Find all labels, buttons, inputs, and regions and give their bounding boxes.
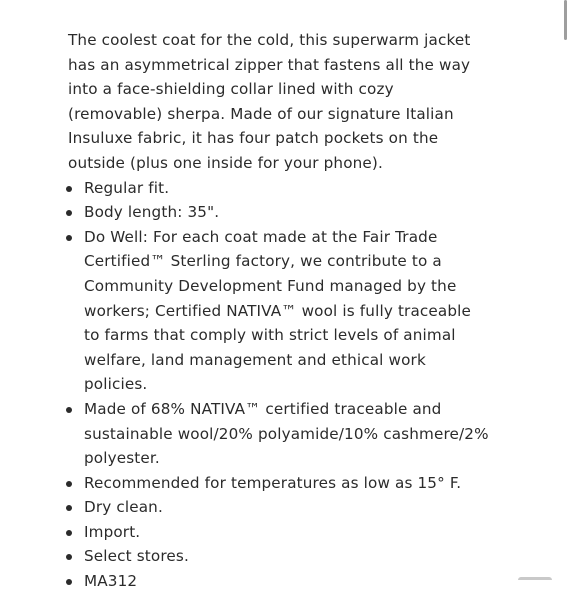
bullet-icon: [66, 530, 72, 536]
bullet-icon: [66, 407, 72, 413]
bullet-icon: [66, 235, 72, 241]
detail-text: Community Development Fund managed by the: [84, 276, 457, 295]
detail-item-origin: [68, 520, 548, 545]
detail-text: Regular fit.: [84, 178, 170, 197]
bullet-icon: [66, 186, 72, 192]
detail-text: Body length: 35".: [84, 203, 220, 222]
detail-text: sustainable wool/20% polyamide/10% cashmere/2%: [84, 424, 489, 443]
detail-text: MA312: [84, 572, 138, 591]
description-line: outside (plus one inside for your phone).: [68, 153, 383, 172]
detail-text: to farms that comply with strict levels of animal: [84, 326, 456, 345]
detail-item-materials: [68, 397, 548, 471]
bullet-icon: [66, 210, 72, 216]
detail-item-temperature: [68, 471, 548, 496]
detail-text: polyester.: [84, 449, 160, 468]
description-line: into a face-shielding collar lined with cozy: [68, 80, 394, 99]
description-paragraph: [68, 28, 548, 176]
detail-text: Recommended for temperatures as low as 15° F.: [84, 473, 462, 492]
detail-text: policies.: [84, 375, 148, 394]
detail-item-body-length: [68, 200, 548, 225]
detail-item-fit: [68, 176, 548, 201]
detail-item-style-code: [68, 569, 548, 594]
description-line: Insuluxe fabric, it has four patch pockets on the: [68, 129, 439, 148]
detail-item-care: [68, 495, 548, 520]
description-line: The coolest coat for the cold, this superwarm jacket: [68, 31, 471, 49]
description-line: (removable) sherpa. Made of our signature Italian: [68, 104, 454, 123]
product-description: [68, 28, 548, 594]
bullet-icon: [66, 481, 72, 487]
bullet-icon: [66, 554, 72, 560]
detail-text: Made of 68% NATIVA™ certified traceable and: [84, 399, 442, 418]
detail-text: Select stores.: [84, 547, 189, 566]
detail-item-availability: [68, 544, 548, 569]
bullet-icon: [66, 505, 72, 511]
detail-text: Do Well: For each coat made at the Fair Trade: [84, 227, 438, 246]
vertical-scrollbar[interactable]: [564, 0, 567, 40]
details-list: [68, 176, 548, 594]
bullet-icon: [66, 579, 72, 585]
description-line: has an asymmetrical zipper that fastens all the way: [68, 55, 471, 74]
detail-text: Certified™ Sterling factory, we contribute to a: [84, 252, 442, 271]
detail-text: Dry clean.: [84, 498, 163, 517]
detail-text: Import.: [84, 522, 141, 541]
detail-text: workers; Certified NATIVA™ wool is fully traceable: [84, 301, 471, 320]
detail-item-do-well: [68, 225, 548, 397]
detail-text: welfare, land management and ethical work: [84, 350, 426, 369]
scroll-indicator: [518, 577, 552, 580]
